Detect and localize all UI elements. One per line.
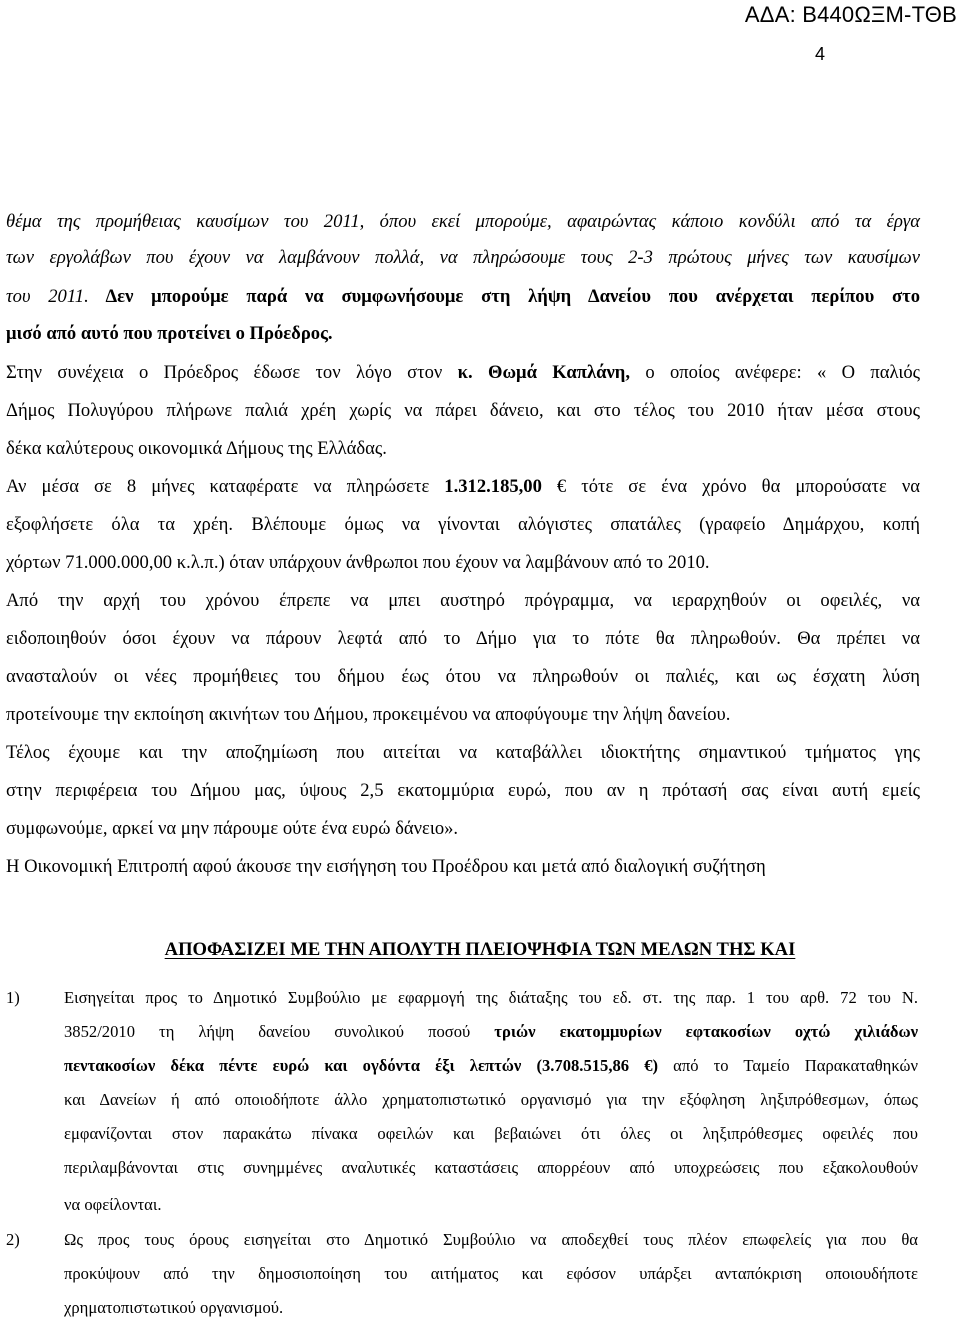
text-line: μισό από αυτό που προτείνει ο Πρόεδρος.: [6, 323, 333, 344]
list-item-number: 2): [6, 1230, 20, 1249]
decision-heading: ΑΠΟΦΑΣΙΖΕΙ ΜΕ ΤΗΝ ΑΠΟΛΥΤΗ ΠΛΕΙΟΨΗΦΙΑ ΤΩΝ ΜΕΛΩΝ ΤΗΣ ΚΑΙ: [164, 939, 796, 960]
text-line: στην περιφέρεια του Δήμου μας, ύψους 2,5 εκατομμύρια ευρώ, που αν η πρότασή σας είναι αυτή εμείς: [6, 780, 920, 801]
list-item-line: Ως προς τους όρους εισηγείται στο Δημοτικό Συμβούλιο να αποδεχθεί τους πλέον επωφελείς για που θα: [64, 1230, 918, 1249]
text-fragment: Αν μέσα σε 8 μήνες καταφέρατε να πληρώσετε: [6, 476, 445, 497]
text-fragment: από το Ταμείο Παρακαταθηκών: [658, 1056, 918, 1075]
text-line: [6, 356, 920, 390]
list-item-line: [64, 1017, 918, 1047]
text-line: εξοφλήσετε όλα τα χρέη. Βλέπουμε όμως να γίνονται αλόγιστες σπατάλες (γραφείο Δημάρχου, κοπή: [6, 514, 920, 535]
text-fragment: € τότε σε ένα χρόνο θα μπορούσατε να: [541, 476, 920, 497]
text-line: Από την αρχή του χρόνου έπρεπε να μπει αυστηρό πρόγραμμα, να ιεραρχηθούν οι οφειλές, να: [6, 590, 920, 611]
text-line: θέμα της προμήθειας καυσίμων του 2011, όπου εκεί μπορούμε, αφαιρώντας κάποιο κονδύλι από τα έργα: [6, 211, 920, 232]
text-line: Δήμος Πολυγύρου πλήρωνε παλιά χρέη χωρίς να πάρει δάνειο, και στο τέλος του 2010 ήταν μέσα στους: [6, 400, 920, 421]
list-item-line: προκύψουν από την δημοσιοποίηση του αιτήματος και εφόσον υπάρξει ανταπόκριση οποιουδήποτε: [64, 1264, 918, 1283]
text-line: συμφωνούμε, αρκεί να μην πάρουμε ούτε ένα ευρώ δάνειο».: [6, 818, 459, 839]
amount-text: 1.312.185,00: [444, 476, 542, 497]
emphasis-text: Δεν μπορούμε παρά να συμφωνήσουμε στη λήψη Δανείου που ανέρχεται περίπου στο: [88, 286, 920, 307]
text-line: δέκα καλύτερους οικονομικά Δήμους της Ελλάδας.: [6, 438, 387, 459]
ada-code: ΑΔΑ: Β440ΩΞΜ-ΤΘΒ: [744, 2, 957, 27]
text-line: των εργολάβων που έχουν να λαμβάνουν πολλά, να πληρώσουμε τους 2-3 πρώτους μήνες των καυσίμων: [6, 247, 920, 268]
text-fragment: 3852/2010 τη λήψη δανείου συνολικού ποσού: [64, 1022, 495, 1041]
list-item-line: Εισηγείται προς το Δημοτικό Συμβούλιο με εφαρμογή της διάταξης του εδ. στ. της παρ. 1 του αρθ. 72 του Ν.: [64, 988, 918, 1007]
list-item-line: να οφείλονται.: [64, 1195, 162, 1214]
text-line: Τέλος έχουμε και την αποζημίωση που αιτείται να καταβάλλει ιδιοκτήτης σημαντικού τμήματος γης: [6, 742, 920, 763]
amount-words: τριών εκατομμυρίων εφτακοσίων οχτώ χιλιάδων: [494, 1022, 918, 1041]
text-fragment: ο οποίος ανέφερε: « Ο παλιός: [629, 362, 920, 383]
text-line: ειδοποιηθούν όσοι έχουν να πάρουν λεφτά από το Δήμο για το πότε θα πληρωθούν. Θα πρέπει να: [6, 628, 920, 649]
speaker-name: κ. Θωμά Καπλάνη,: [457, 362, 630, 383]
text-line: ανασταλούν οι νέες προμήθειες του δήμου έως ότου να πληρωθούν οι παλιές, και ως έσχατη λύση: [6, 666, 920, 687]
text-line: χόρτων 71.000.000,00 κ.λ.π.) όταν υπάρχουν άνθρωποι που έχουν να λαμβάνουν από το 2010.: [6, 552, 710, 573]
page-number: 4: [814, 44, 825, 64]
list-item-line: και Δανείων ή από οποιοδήποτε άλλο χρηματοπιστωτικό οργανισμό για την εξόφληση ληξιπρόθεσμων, όπως: [64, 1090, 918, 1109]
text-fragment: Στην συνέχεια ο Πρόεδρος έδωσε τον λόγο στον: [6, 362, 458, 383]
text-line: [6, 470, 920, 504]
list-item-line: περιλαμβάνονται στις συνημμένες αναλυτικές καταστάσεις απορρέουν από υποχρεώσεις που εξακολουθούν: [64, 1158, 918, 1177]
list-item-number: 1): [6, 988, 20, 1007]
amount-words: πεντακοσίων δέκα πέντε ευρώ και ογδόντα έξι λεπτών (3.708.515,86 €): [64, 1056, 659, 1075]
text-line: [6, 280, 920, 314]
list-item-line: εμφανίζονται στον παρακάτω πίνακα οφειλών και βεβαιώνει ότι όλες οι ληξιπρόθεσμες οφειλές που: [64, 1124, 918, 1143]
text-line: προτείνουμε την εκποίηση ακινήτων του Δήμου, προκειμένου να αποφύγουμε την λήψη δανείου.: [6, 704, 731, 725]
text-line: Η Οικονομική Επιτροπή αφού άκουσε την εισήγηση του Προέδρου και μετά από διαλογική συζήτηση: [6, 856, 766, 877]
list-item-line: [64, 1051, 918, 1081]
text-fragment: του 2011.: [6, 286, 89, 307]
list-item-line: χρηματοπιστωτικού οργανισμού.: [64, 1298, 284, 1317]
